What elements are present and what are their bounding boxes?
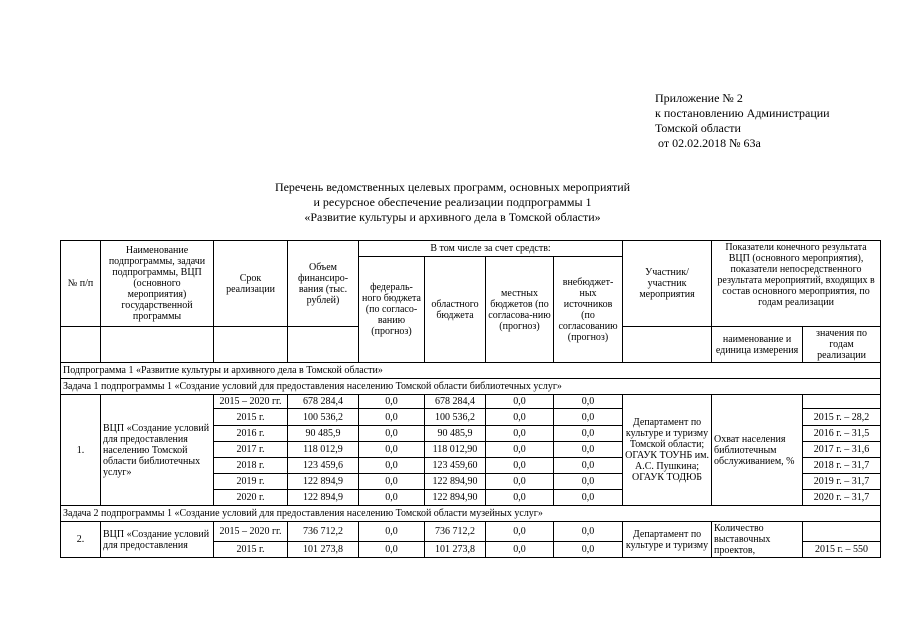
cell-local: 0,0: [486, 395, 554, 409]
cell-local: 0,0: [486, 426, 554, 442]
header-term: Срок реализации: [214, 241, 288, 327]
header-ind-values: значения по годам реализации: [803, 327, 881, 363]
header-term-cont: [214, 327, 288, 363]
program-table: [60, 240, 881, 558]
cell-volume: 118 012,9: [288, 442, 359, 458]
header-local: местных бюджетов (по согласова-нию (прогноз): [486, 257, 554, 363]
table-row: [61, 522, 881, 542]
header-name-cont: [101, 327, 214, 363]
cell-volume: 123 459,6: [288, 458, 359, 474]
title-line: Перечень ведомственных целевых программ, основных мероприятий: [274, 180, 631, 194]
cell-extra: 0,0: [554, 474, 623, 490]
row-indicator: Количество выставочных проектов,: [712, 522, 803, 558]
row-indicator: Охват населения библиотечным обслуживанием, %: [712, 395, 803, 506]
cell-volume: 122 894,9: [288, 474, 359, 490]
cell-term: 2019 г.: [214, 474, 288, 490]
cell-extra: 0,0: [554, 522, 623, 542]
cell-value: 2020 г. – 31,7: [803, 490, 881, 506]
cell-value: 2018 г. – 31,7: [803, 458, 881, 474]
header-indicators-group: Показатели конечного результата ВЦП (основного мероприятия), показатели непосредственного результата мероприятий, входящих в состав основного мероприятия, по годам реализации: [712, 241, 881, 327]
table-row: [61, 395, 881, 409]
cell-value: 2015 г. – 28,2: [803, 409, 881, 426]
cell-federal: 0,0: [359, 442, 425, 458]
cell-term: 2015 г.: [214, 542, 288, 558]
cell-value: [803, 522, 881, 542]
cell-extra: 0,0: [554, 542, 623, 558]
task-row: Задача 2 подпрограммы 1 «Создание условий для предоставления населению Томской области музейных услуг»: [61, 506, 881, 522]
cell-volume: 90 485,9: [288, 426, 359, 442]
cell-regional: 90 485,9: [425, 426, 486, 442]
cell-local: 0,0: [486, 409, 554, 426]
row-name: ВЦП «Создание условий для предоставления: [101, 522, 214, 558]
cell-local: 0,0: [486, 490, 554, 506]
cell-value: 2017 г. – 31,6: [803, 442, 881, 458]
cell-regional: 678 284,4: [425, 395, 486, 409]
row-num: 2.: [61, 522, 101, 558]
cell-volume: 736 712,2: [288, 522, 359, 542]
cell-volume: 101 273,8: [288, 542, 359, 558]
cell-term: 2015 – 2020 гг.: [214, 522, 288, 542]
appendix-line: Приложение № 2: [655, 91, 743, 105]
cell-federal: 0,0: [359, 409, 425, 426]
cell-value: 2019 г. – 31,7: [803, 474, 881, 490]
cell-extra: 0,0: [554, 395, 623, 409]
cell-regional: 122 894,90: [425, 474, 486, 490]
header-volume-cont: [288, 327, 359, 363]
cell-federal: 0,0: [359, 426, 425, 442]
header-participant: Участник/ участник мероприятия: [623, 241, 712, 327]
cell-regional: 123 459,60: [425, 458, 486, 474]
header-ind-name: наименование и единица измерения: [712, 327, 803, 363]
cell-extra: 0,0: [554, 458, 623, 474]
cell-term: 2020 г.: [214, 490, 288, 506]
header-num-cont: [61, 327, 101, 363]
appendix-line: Томской области: [655, 121, 741, 135]
row-participant: Департамент по культуре и туризму Томской области; ОГАУК ТОУНБ им. А.С. Пушкина; ОГАУК ТОДЮБ: [623, 395, 712, 506]
cell-federal: 0,0: [359, 542, 425, 558]
header-regional: областного бюджета: [425, 257, 486, 363]
row-name: ВЦП «Создание условий для предоставления населению Томской области библиотечных услуг»: [101, 395, 214, 506]
cell-extra: 0,0: [554, 409, 623, 426]
subprogram-row: Подпрограмма 1 «Развитие культуры и архивного дела в Томской области»: [61, 363, 881, 379]
cell-regional: 736 712,2: [425, 522, 486, 542]
cell-federal: 0,0: [359, 490, 425, 506]
cell-local: 0,0: [486, 522, 554, 542]
header-federal: федераль-ного бюджета (по согласо-ванию (прогноз): [359, 257, 425, 363]
cell-local: 0,0: [486, 542, 554, 558]
title-line: и ресурсное обеспечение реализации подпрограммы 1: [313, 195, 592, 209]
cell-value: 2016 г. – 31,5: [803, 426, 881, 442]
row-num: 1.: [61, 395, 101, 506]
appendix-line: от 02.02.2018 № 63а: [655, 136, 761, 150]
cell-term: 2015 г.: [214, 409, 288, 426]
title-line: «Развитие культуры и архивного дела в Томской области»: [304, 210, 601, 224]
cell-extra: 0,0: [554, 490, 623, 506]
header-extra: внебюджет-ных источников (по согласованию (прогноз): [554, 257, 623, 363]
cell-regional: 122 894,90: [425, 490, 486, 506]
row-participant: Департамент по культуре и туризму: [623, 522, 712, 558]
cell-federal: 0,0: [359, 458, 425, 474]
cell-term: 2015 – 2020 гг.: [214, 395, 288, 409]
header-num: № п/п: [61, 241, 101, 327]
cell-federal: 0,0: [359, 474, 425, 490]
cell-extra: 0,0: [554, 442, 623, 458]
cell-extra: 0,0: [554, 426, 623, 442]
cell-term: 2018 г.: [214, 458, 288, 474]
document-title: [40, 180, 865, 225]
cell-volume: 678 284,4: [288, 395, 359, 409]
cell-volume: 100 536,2: [288, 409, 359, 426]
cell-local: 0,0: [486, 442, 554, 458]
header-sources-group: В том числе за счет средств:: [359, 241, 623, 257]
task-row: Задача 1 подпрограммы 1 «Создание условий для предоставления населению Томской области библиотечных услуг»: [61, 379, 881, 395]
appendix-block: [655, 91, 830, 151]
cell-regional: 118 012,90: [425, 442, 486, 458]
header-volume: Объем финансиро-вания (тыс. рублей): [288, 241, 359, 327]
header-name: Наименование подпрограммы, задачи подпрограммы, ВЦП (основного мероприятия) государственной программы: [101, 241, 214, 327]
cell-regional: 100 536,2: [425, 409, 486, 426]
cell-federal: 0,0: [359, 522, 425, 542]
cell-volume: 122 894,9: [288, 490, 359, 506]
cell-value: [803, 395, 881, 409]
cell-value: 2015 г. – 550: [803, 542, 881, 558]
cell-term: 2016 г.: [214, 426, 288, 442]
cell-local: 0,0: [486, 458, 554, 474]
cell-regional: 101 273,8: [425, 542, 486, 558]
cell-term: 2017 г.: [214, 442, 288, 458]
cell-federal: 0,0: [359, 395, 425, 409]
cell-local: 0,0: [486, 474, 554, 490]
appendix-line: к постановлению Администрации: [655, 106, 830, 120]
header-participant-cont: [623, 327, 712, 363]
